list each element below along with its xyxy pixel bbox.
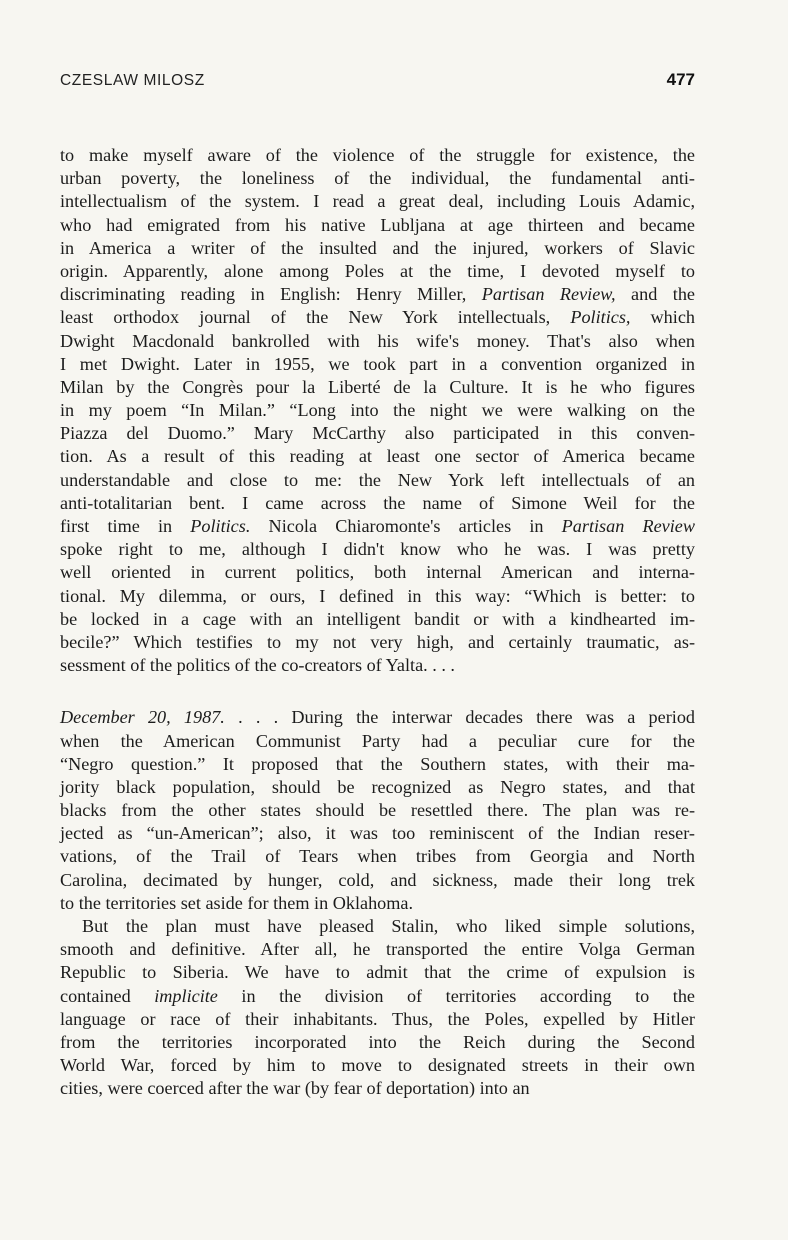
text-line <box>60 938 695 961</box>
text-line <box>60 492 695 515</box>
text-line <box>60 1054 695 1077</box>
text-run: anti-totalitarian bent. I came across the name of Simone Weil for the <box>60 492 695 513</box>
text-run: language or race of their inhabitants. Thus, the Poles, expelled by Hitler <box>60 1008 695 1029</box>
text-line <box>60 1031 695 1054</box>
text-line <box>60 306 695 329</box>
text-run: jority black population, should be recognized as Negro states, and that <box>60 776 695 797</box>
text-run: Piazza del Duomo.” Mary McCarthy also participated in this conven- <box>60 423 695 444</box>
text-line <box>60 822 695 845</box>
text-run: and the <box>615 284 695 305</box>
body-text <box>60 144 695 1101</box>
text-run: tional. My dilemma, or ours, I defined in this way: “Which is better: to <box>60 585 695 606</box>
text-line <box>60 753 695 776</box>
text-run: smooth and definitive. After all, he transported the entire Volga German <box>60 939 695 960</box>
text-line <box>60 260 695 283</box>
text-line <box>60 190 695 213</box>
text-run: But the plan must have pleased Stalin, who liked simple solutions, <box>82 916 695 936</box>
text-run: to make myself aware of the violence of the struggle for existence, the <box>60 145 695 165</box>
italic-text: implicite <box>154 985 218 1006</box>
text-run: first time in <box>60 516 191 536</box>
text-line <box>60 214 695 237</box>
text-line <box>60 283 695 306</box>
text-run: well oriented in current politics, both internal American and interna- <box>60 562 695 583</box>
text-run: be locked in a cage with an intelligent bandit or with a kindhearted im- <box>60 608 695 629</box>
section-break <box>60 677 695 706</box>
italic-text: Politics, <box>570 307 631 328</box>
text-run: who had emigrated from his native Lubljana at age thirteen and became <box>60 214 695 235</box>
text-line <box>60 654 695 677</box>
italic-text: Partisan Review <box>561 516 695 536</box>
text-run: in the division of territories according to the <box>217 985 695 1006</box>
text-run: blacks from the other states should be resettled there. The plan was re- <box>60 800 695 821</box>
text-line <box>60 985 695 1008</box>
text-line <box>60 515 695 538</box>
text-run: Nicola Chiaromonte's articles in <box>250 516 562 536</box>
text-run: Carolina, decimated by hunger, cold, and sickness, made their long trek <box>60 869 695 890</box>
text-line <box>60 469 695 492</box>
text-run: Republic to Siberia. We have to admit that the crime of expulsion is <box>60 962 695 983</box>
text-run: urban poverty, the loneliness of the individual, the fundamental anti- <box>60 168 695 189</box>
text-run: World War, forced by him to move to designated streets in their own <box>60 1055 695 1076</box>
text-run: . . . During the interwar decades there was a period <box>224 707 696 728</box>
text-line <box>60 892 695 915</box>
text-run: contained <box>60 985 155 1006</box>
text-line <box>60 631 695 654</box>
paragraph-stalin <box>60 915 695 1101</box>
running-head-author: CZESLAW MILOSZ <box>60 72 205 89</box>
text-run: to the territories set aside for them in Oklahoma. <box>60 892 414 913</box>
text-line <box>60 799 695 822</box>
text-run: spoke right to me, although I didn't know who he was. I was pretty <box>60 539 695 560</box>
text-line <box>60 144 695 167</box>
text-run: jected as “un-American”; also, it was too reminiscent of the Indian reser- <box>60 823 695 844</box>
text-run: in America a writer of the insulted and the injured, workers of Slavic <box>60 237 695 258</box>
text-run: from the territories incorporated into the Reich during the Second <box>60 1031 695 1052</box>
text-line <box>60 730 695 753</box>
text-line <box>60 422 695 445</box>
text-line <box>60 869 695 892</box>
text-run: understandable and close to me: the New York left intellectuals of an <box>60 469 695 490</box>
text-run: which <box>630 307 695 328</box>
text-line <box>60 961 695 984</box>
text-line <box>60 353 695 376</box>
text-run: sessment of the politics of the co-creators of Yalta. . . . <box>60 655 455 676</box>
text-line <box>60 915 695 938</box>
italic-text: Politics. <box>190 516 251 536</box>
text-run: cities, were coerced after the war (by fear of deportation) into an <box>60 1078 530 1099</box>
text-line <box>60 1008 695 1031</box>
text-line <box>60 167 695 190</box>
italic-text: December 20, 1987. <box>60 707 225 728</box>
text-line <box>60 376 695 399</box>
text-run: discriminating reading in English: Henry Miller, <box>60 284 482 305</box>
text-run: origin. Apparently, alone among Poles at the time, I devoted myself to <box>60 260 695 281</box>
text-line <box>60 608 695 631</box>
text-run: becile?” Which testifies to my not very high, and certainly traumatic, as- <box>60 631 695 652</box>
text-line <box>60 706 695 729</box>
running-head <box>60 70 695 90</box>
italic-text: Partisan Review, <box>481 284 616 305</box>
text-run: I met Dwight. Later in 1955, we took part in a convention organized in <box>60 353 695 374</box>
paragraph-continued <box>60 144 695 677</box>
text-run: Dwight Macdonald bankrolled with his wife's money. That's also when <box>60 330 695 351</box>
text-line <box>60 585 695 608</box>
text-line <box>60 399 695 422</box>
text-run: Milan by the Congrès pour la Liberté de la Culture. It is he who figures <box>60 376 695 397</box>
text-line <box>60 1077 695 1100</box>
text-run: “Negro question.” It proposed that the Southern states, with their ma- <box>60 753 695 774</box>
text-run: tion. As a result of this reading at least one sector of America became <box>60 446 695 467</box>
text-run: intellectualism of the system. I read a great deal, including Louis Adamic, <box>60 191 695 212</box>
text-run: vations, of the Trail of Tears when tribes from Georgia and North <box>60 846 695 867</box>
text-line <box>60 330 695 353</box>
text-line <box>60 561 695 584</box>
page-number: 477 <box>666 70 695 89</box>
text-run: when the American Communist Party had a peculiar cure for the <box>60 730 695 751</box>
text-line <box>60 845 695 868</box>
paragraph-dated-entry <box>60 706 695 915</box>
text-line <box>60 237 695 260</box>
text-line <box>60 445 695 468</box>
text-line <box>60 538 695 561</box>
text-line <box>60 776 695 799</box>
text-run: in my poem “In Milan.” “Long into the night we were walking on the <box>60 400 695 421</box>
text-run: least orthodox journal of the New York intellectuals, <box>60 307 571 328</box>
